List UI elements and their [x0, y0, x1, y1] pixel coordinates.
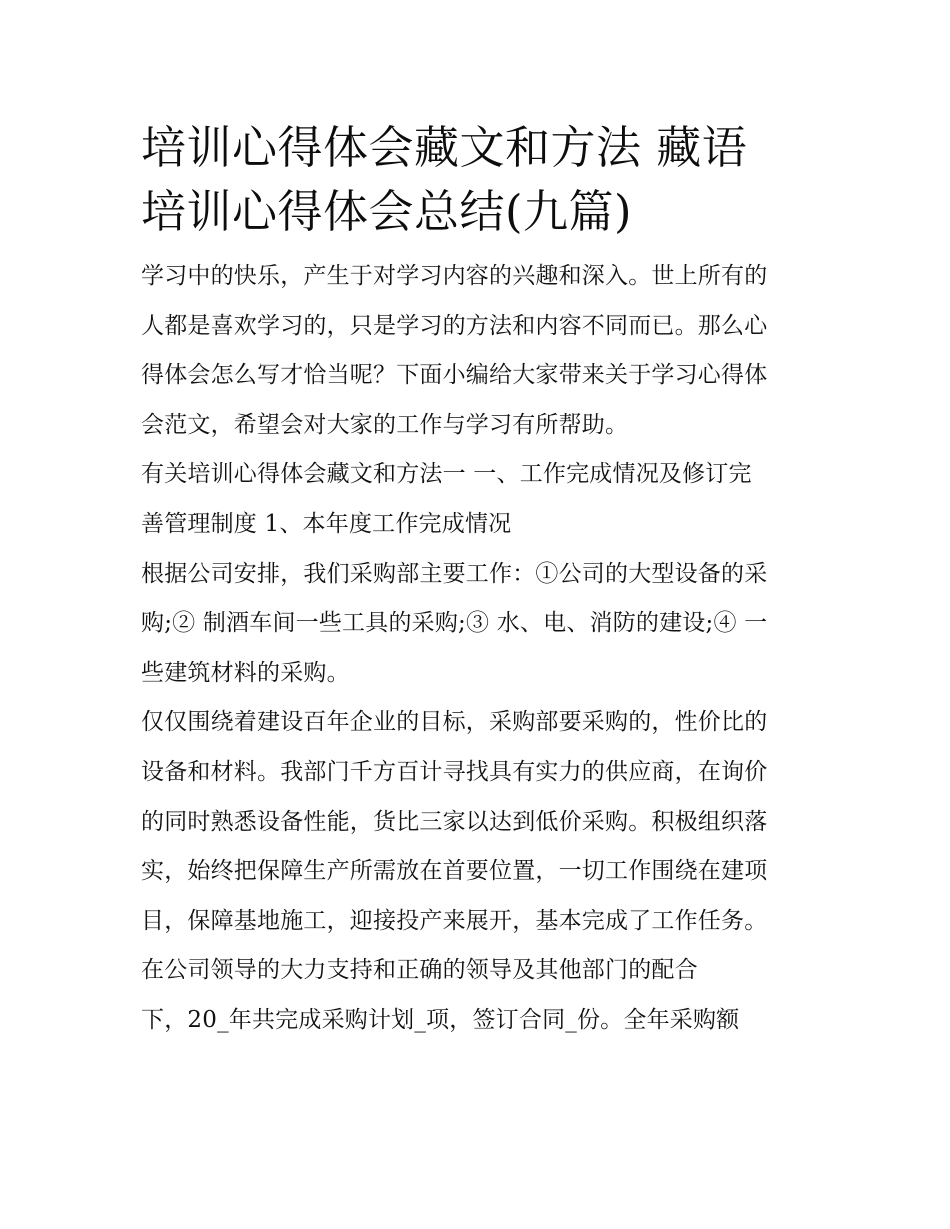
text-line: 目，保障基地施工，迎接投产来展开，基本完成了工作任务。 — [141, 907, 768, 934]
paragraph-intro — [141, 252, 813, 450]
text-line: 下，20_年共完成采购计划_项，签订合同_份。全年采购额 — [141, 1006, 740, 1033]
text-line: 有关培训心得体会藏文和方法一 一、工作完成情况及修订完 — [141, 461, 752, 488]
text-line: 根据公司安排，我们采购部主要工作：①公司的大型设备的采 — [141, 560, 768, 587]
title-line-1: 培训心得体会藏文和方法 藏语 — [141, 121, 748, 174]
document-content — [141, 116, 813, 1046]
text-line: 仅仅围绕着建设百年企业的目标，采购部要采购的，性价比的 — [141, 709, 768, 736]
text-line: 会范文，希望会对大家的工作与学习有所帮助。 — [141, 411, 629, 438]
text-line: 设备和材料。我部门千方百计寻找具有实力的供应商，在询价 — [141, 758, 768, 785]
text-line: 学习中的快乐，产生于对学习内容的兴趣和深入。世上所有的 — [141, 263, 768, 289]
paragraph-section-heading — [141, 450, 813, 549]
text-line: 人都是喜欢学习的，只是学习的方法和内容不同而已。那么心 — [141, 312, 768, 339]
text-line: 购;② 制酒车间一些工具的采购;③ 水、电、消防的建设;④ 一 — [141, 610, 768, 637]
document-title — [141, 116, 813, 244]
text-line: 实，始终把保障生产所需放在首要位置，一切工作围绕在建项 — [141, 858, 768, 885]
paragraph-procurement — [141, 698, 813, 1045]
text-line: 得体会怎么写才恰当呢？下面小编给大家带来关于学习心得体 — [141, 362, 768, 389]
text-line: 些建筑材料的采购。 — [141, 659, 350, 686]
title-line-2: 培训心得体会总结(九篇) — [141, 185, 633, 238]
paragraph-work-items — [141, 550, 813, 699]
document-body — [141, 252, 813, 1046]
text-line: 善管理制度 1、本年度工作完成情况 — [141, 510, 512, 537]
text-line: 的同时熟悉设备性能，货比三家以达到低价采购。积极组织落 — [141, 808, 768, 835]
text-line: 在公司领导的大力支持和正确的领导及其他部门的配合 — [141, 957, 698, 984]
